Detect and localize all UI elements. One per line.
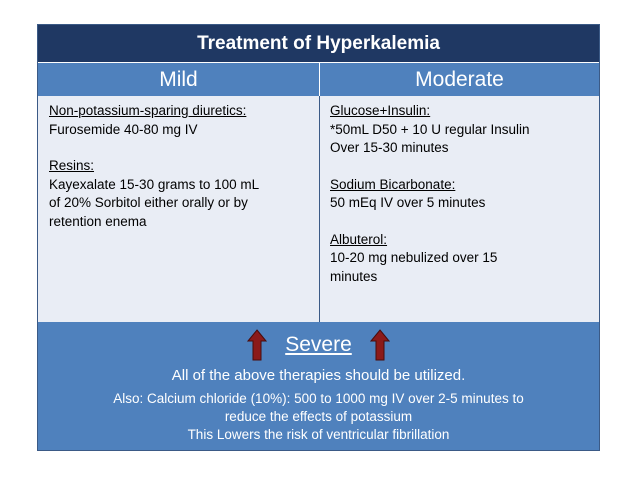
mild-section2-line: of 20% Sorbitol either orally or by <box>49 195 248 210</box>
moderate-section1-title: Glucose+Insulin: <box>330 103 431 118</box>
moderate-cell <box>320 96 599 322</box>
mild-section2-line: Kayexalate 15-30 grams to 100 mL <box>49 176 260 192</box>
moderate-section1-line: Over 15-30 minutes <box>330 140 449 155</box>
moderate-section3-line: minutes <box>330 268 378 284</box>
mild-cell <box>38 96 320 322</box>
moderate-section2-title: Sodium Bicarbonate: <box>330 176 456 192</box>
up-arrow-icon <box>247 329 267 361</box>
moderate-section1-line: *50mL D50 + 10 U regular Insulin <box>330 121 530 137</box>
table-title: Treatment of Hyperkalemia <box>38 25 599 62</box>
up-arrow-icon <box>370 329 390 361</box>
severe-all-therapies: All of the above therapies should be utilized. <box>171 367 466 384</box>
mild-section2-line: retention enema <box>49 213 147 229</box>
severe-also-block <box>38 390 599 444</box>
moderate-section2-line: 50 mEq IV over 5 minutes <box>330 195 486 210</box>
severe-heading <box>38 327 599 363</box>
moderate-header: Moderate <box>320 62 599 96</box>
severe-also-line: reduce the effects of potassium <box>224 409 413 424</box>
mild-section1-line: Furosemide 40-80 mg IV <box>49 121 198 137</box>
severe-also-line: This Lowers the risk of ventricular fibrillation <box>187 427 450 442</box>
hyperkalemia-table <box>37 24 600 451</box>
moderate-section3-title: Albuterol: <box>330 231 388 247</box>
mild-header: Mild <box>38 62 320 96</box>
severe-also-line: Also: Calcium chloride (10%): 500 to 1000 mg IV over 2-5 minutes to <box>113 391 524 406</box>
mild-section2-title: Resins: <box>49 158 95 173</box>
severe-section <box>38 322 599 450</box>
mild-section1-title: Non-potassium-sparing diuretics: <box>49 103 247 118</box>
moderate-section3-line: 10-20 mg nebulized over 15 <box>330 250 498 265</box>
severe-label: Severe <box>285 333 352 356</box>
